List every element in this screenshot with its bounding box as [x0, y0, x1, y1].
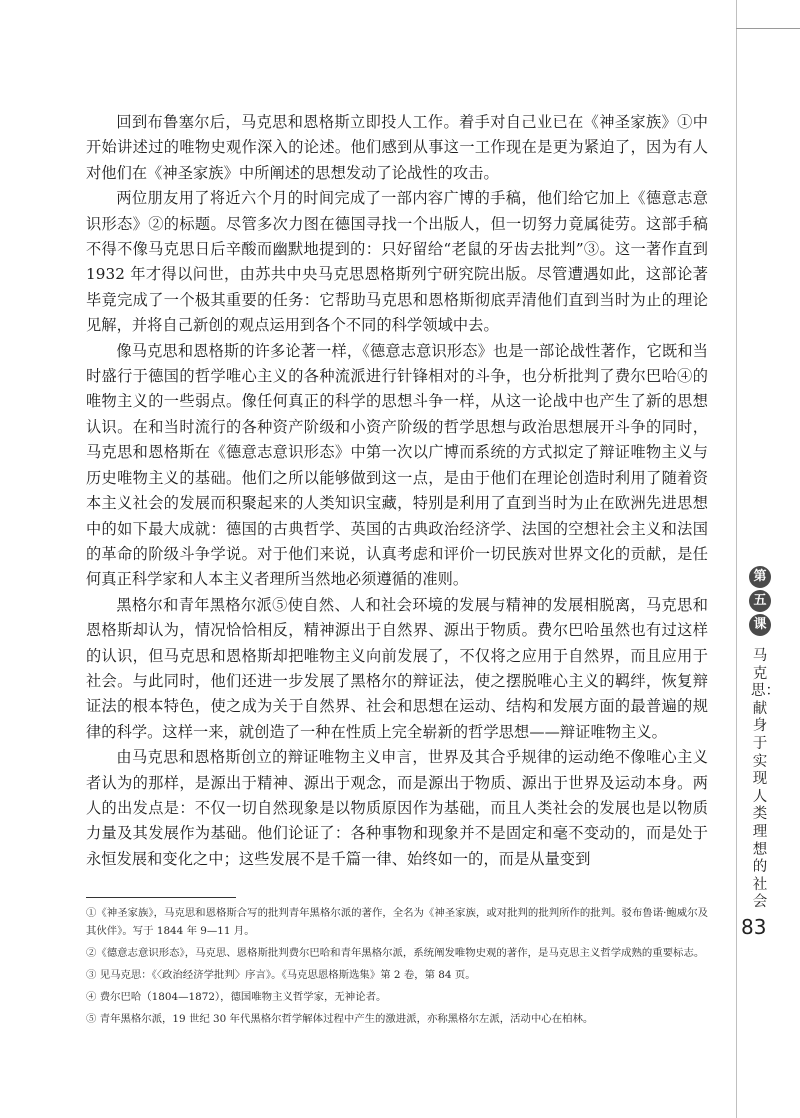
- footnotes: [86, 904, 708, 1032]
- footnote: ⑤ 青年黑格尔派，19 世纪 30 年代黑格尔哲学解体过程中产生的激进派，亦称黑格尔左派，活动中心在柏林。: [86, 1013, 594, 1025]
- main-text: [86, 110, 708, 872]
- footnote: ③ 见马克思：《〈政治经济学批判〉序言》。《马克思恩格斯选集》第 2 卷，第 84 页。: [86, 969, 476, 981]
- lesson-char: 第: [749, 566, 771, 588]
- footnote-divider: [86, 897, 236, 898]
- footnote: ②《德意志意识形态》，马克思、恩格斯批判费尔巴哈和青年黑格尔派，系统阐发唯物史观的著作，是马克思主义哲学成熟的重要标志。: [86, 947, 705, 959]
- paragraph: 两位朋友用了将近六个月的时间完成了一部内容广博的手稿，他们给它加上《德意志意识形态》②的标题。尽管多次力图在德国寻找一个出版人，但一切努力竟属徒劳。这部手稿不得不像马克思日后辛酸而幽默地提到的：只好留给“老鼠的牙齿去批判”③。这一著作直到 1932 年才得以问世，由苏共中央马克思恩格斯列宁研究院出版。尽管遭遇如此，这部论著毕竟完成了一个极其重要的任务：它帮助马克思和恩格斯彻底弄清他们直到当时为止的理论见解，并将自己新创的观点运用到各个不同的科学领域中去。: [86, 189, 708, 335]
- paragraph: 回到布鲁塞尔后，马克思和恩格斯立即投人工作。着手对自己业已在《神圣家族》①中开始讲述过的唯物史观作深入的论述。他们感到从事这一工作现在是更为紧迫了，因为有人对他们在《神圣家族》中所阐述的思想发动了论战性的攻击。: [86, 113, 708, 182]
- lesson-char: 五: [749, 590, 771, 612]
- margin-rule: [736, 0, 737, 1118]
- paragraph: 由马克思和恩格斯创立的辩证唯物主义申言，世界及其合乎规律的运动绝不像唯心主义者认为的那样，是源出于精神、源出于观念，而是源出于物质、源出于世界及运动本身。两人的出发点是：不仅一切自然现象是以物质原因作为基础，而且人类社会的发展也是以物质力量及其发展作为基础。他们论证了：各种事物和现象并不是固定和毫不变动的，而是处于永恒发展和变化之中；这些发展不是千篇一律、始终如一的，而是从量变到: [86, 748, 708, 868]
- corner-mark: [736, 0, 800, 29]
- footnote: ④ 费尔巴哈（1804—1872），德国唯物主义哲学家，无神论者。: [86, 991, 387, 1003]
- lesson-char: 课: [749, 614, 771, 636]
- paragraph: 黑格尔和青年黑格尔派⑤使自然、人和社会环境的发展与精神的发展相脱离，马克思和恩格斯却认为，情况恰恰相反，精神源出于自然界、源出于物质。费尔巴哈虽然也有过这样的认识，但马克思和恩格斯却把唯物主义向前发展了，不仅将之应用于自然界，而且应用于社会。与此同时，他们还进一步发展了黑格尔的辩证法，使之摆脱唯心主义的羁绊，恢复辩证法的根本特色，使之成为关于自然界、社会和思想在运动、结构和发展方面的最普遍的规律的科学。这样一来，就创造了一种在性质上完全崭新的哲学思想——辩证唯物主义。: [86, 595, 708, 741]
- paragraph: 像马克思和恩格斯的许多论著一样，《德意志意识形态》也是一部论战性著作，它既和当时盛行于德国的哲学唯心主义的各种流派进行针锋相对的斗争，也分析批判了费尔巴哈④的唯物主义的一些弱点。像任何真正的科学的思想斗争一样，从这一论战中也产生了新的思想认识。在和当时流行的各种资产阶级和小资产阶级的哲学思想与政治思想展开斗争的同时，马克思和恩格斯在《德意志意识形态》中第一次以广博而系统的方式拟定了辩证唯物主义与历史唯物主义的基础。他们之所以能够做到这一点，是由于他们在理论创造时利用了随着资本主义社会的发展而积聚起来的人类知识宝藏，特别是利用了直到当时为止在欧洲先进思想中的如下最大成就：德国的古典哲学、英国的古典政治经济学、法国的空想社会主义和法国的革命的阶级斗争学说。对于他们来说，认真考虑和评价一切民族对世界文化的贡献，是任何真正科学家和人本主义者理所当然地必须遵循的准则。: [86, 341, 708, 589]
- lesson-badge: [745, 566, 775, 636]
- page-number: 83: [741, 915, 767, 939]
- footnote: ①《神圣家族》，马克思和恩格斯合写的批判青年黑格尔派的著作，全名为《神圣家族，或对批判的批判所作的批判。驳布鲁诺·鲍威尔及其伙伴》。写于 1844 年 9—11 月。: [86, 907, 708, 937]
- running-title: 马克思：献身于实现人类理想的社会: [751, 648, 780, 911]
